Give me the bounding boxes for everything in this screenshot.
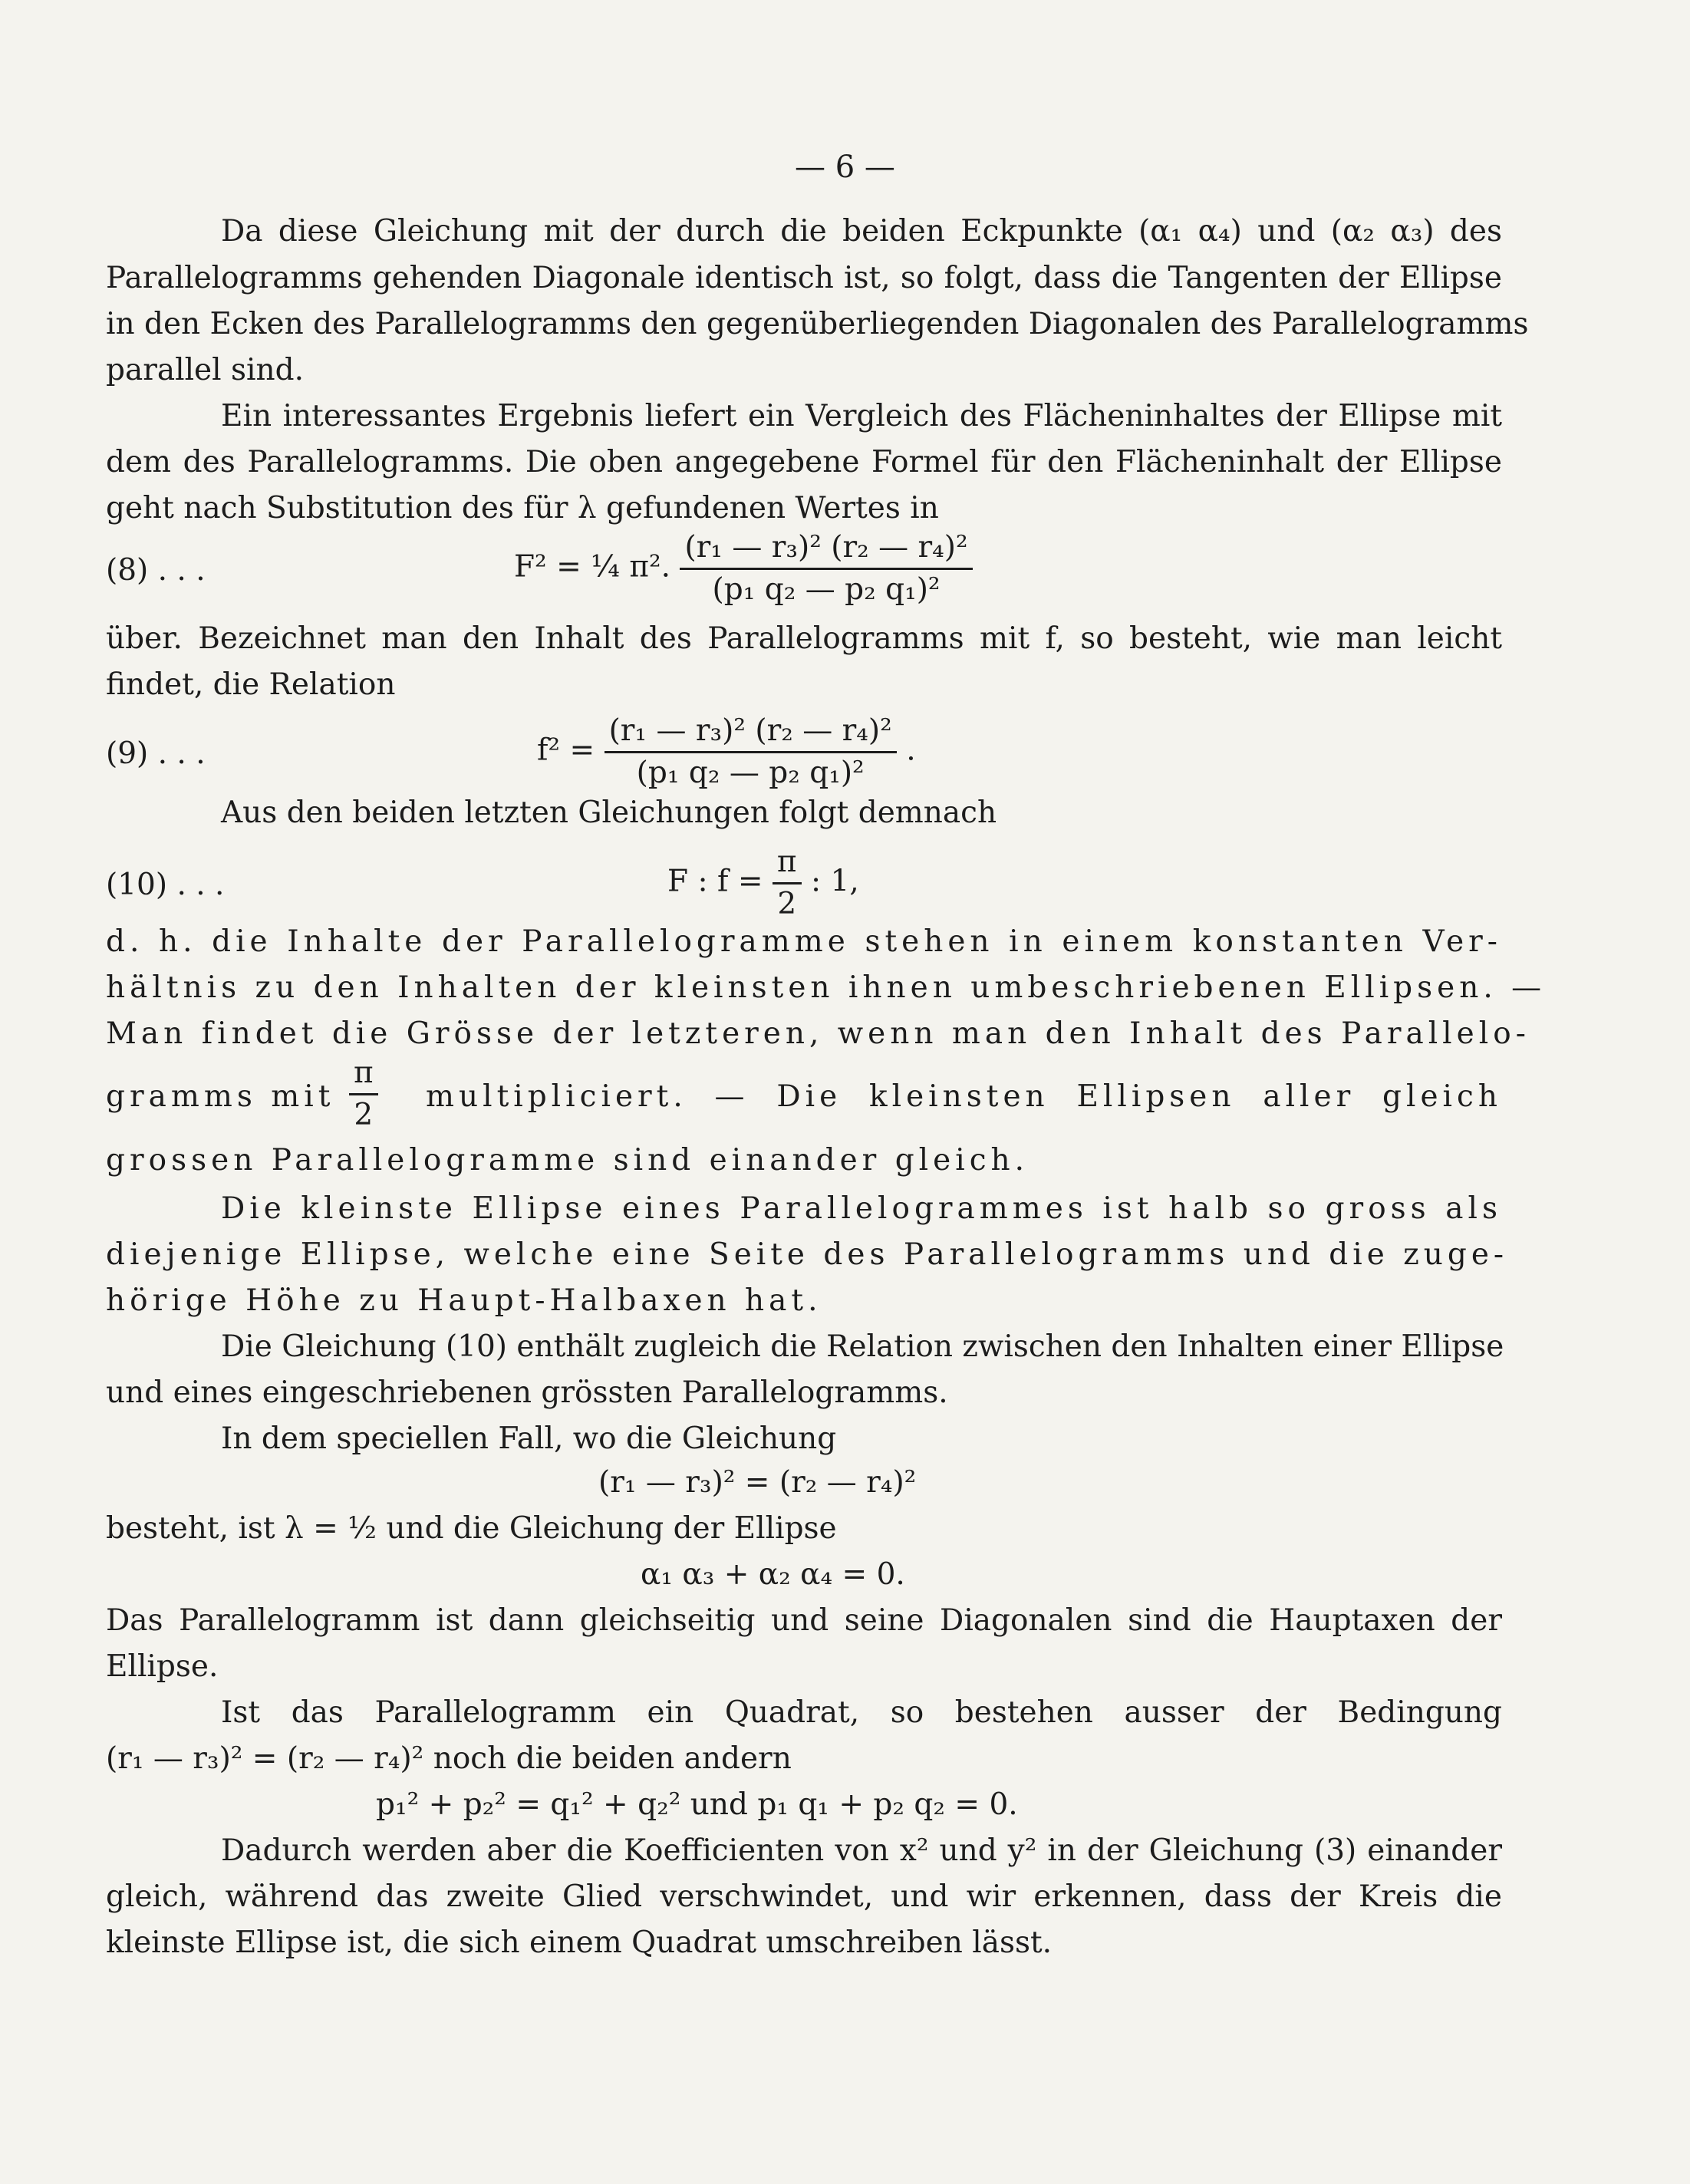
equation-8-numerator: (r₁ — r₃)² (r₂ — r₄)²: [680, 528, 972, 570]
text-line-15: grossen Parallelogramme sind einander gleich.: [106, 1143, 1029, 1178]
text-line-10: Aus den beiden letzten Gleichungen folgt demnach: [221, 796, 997, 830]
text-line-3: in den Ecken des Parallelogramms den gegenüberliegenden Diagonalen des Parallelogramms: [106, 307, 1529, 341]
pi-half-denominator: 2: [354, 1098, 374, 1132]
equation-10-lhs: F : f =: [667, 864, 763, 899]
text-line-26: (r₁ — r₃)² = (r₂ — r₄)² noch die beiden andern: [106, 1741, 792, 1776]
equation-10-numerator: π: [773, 842, 802, 884]
text-line-9: findet, die Relation: [106, 667, 396, 702]
equation-10-fraction: [773, 842, 802, 924]
text-line-23: Das Parallelogramm ist dann gleichseitig und seine Diagonalen sind die Hauptaxen der: [106, 1603, 1502, 1638]
equation-10-rhs: : 1,: [810, 864, 859, 899]
text-line-20: und eines eingeschriebenen grössten Parallelogramms.: [106, 1375, 948, 1410]
text-line-24: Ellipse.: [106, 1649, 219, 1684]
text-line-28: gleich, während das zweite Glied verschwindet, und wir erkennen, dass der Kreis die: [106, 1879, 1502, 1914]
text-line-4: parallel sind.: [106, 353, 304, 387]
text-line-11: d. h. die Inhalte der Parallelogramme stehen in einem konstanten Ver-: [106, 924, 1502, 959]
equation-special: (r₁ — r₃)² = (r₂ — r₄)²: [598, 1465, 917, 1500]
text-line-14-end: multipliciert. — Die kleinsten Ellipsen aller gleich: [426, 1079, 1502, 1114]
text-line-19: Die Gleichung (10) enthält zugleich die Relation zwischen den Inhalten einer Ellipse: [221, 1329, 1504, 1364]
text-line-1: Da diese Gleichung mit der durch die beiden Eckpunkte (α₁ α₄) und (α₂ α₃) des: [221, 214, 1502, 249]
equation-10-label: (10) . . .: [106, 868, 225, 902]
equation-8-label: (8) . . .: [106, 553, 206, 588]
text-line-13: Man findet die Grösse der letzteren, wenn man den Inhalt des Parallelo-: [106, 1016, 1530, 1051]
text-line-25: Ist das Parallelogramm ein Quadrat, so bestehen ausser der Bedingung: [221, 1695, 1502, 1730]
equation-ellipse: α₁ α₃ + α₂ α₄ = 0.: [641, 1557, 905, 1592]
equation-9-fraction: [605, 711, 897, 793]
equation-9-numerator: (r₁ — r₃)² (r₂ — r₄)²: [605, 711, 897, 753]
text-line-7: geht nach Substitution des für λ gefundenen Wertes in: [106, 491, 939, 525]
text-line-6: dem des Parallelogramms. Die oben angegebene Formel für den Flächeninhalt der Ellipse: [106, 445, 1502, 479]
text-line-22: besteht, ist λ = ½ und die Gleichung der Ellipse: [106, 1511, 837, 1546]
text-line-29: kleinste Ellipse ist, die sich einem Quadrat umschreiben lässt.: [106, 1925, 1053, 1960]
text-line-27: Dadurch werden aber die Koefficienten von x² und y² in der Gleichung (3) einander: [221, 1833, 1502, 1868]
text-line-21: In dem speciellen Fall, wo die Gleichung: [221, 1421, 837, 1456]
text-line-17: diejenige Ellipse, welche eine Seite des Parallelogramms und die zuge-: [106, 1237, 1509, 1272]
equation-9-lhs: f² =: [537, 733, 595, 768]
equation-10: [667, 842, 859, 924]
text-line-16: Die kleinste Ellipse eines Parallelogrammes ist halb so gross als: [221, 1191, 1502, 1226]
pi-half-fraction: [349, 1053, 378, 1135]
text-line-8: über. Bezeichnet man den Inhalt des Parallelogramms mit f, so besteht, wie man leicht: [106, 621, 1502, 656]
pi-half-numerator: π: [349, 1053, 378, 1095]
equation-9: [537, 711, 916, 793]
page-number: — 6 —: [795, 150, 895, 185]
equation-8-denominator: (p₁ q₂ — p₂ q₁)²: [712, 572, 941, 607]
equation-9-end: .: [906, 733, 916, 768]
equation-8-lhs: F² = ¼ π².: [514, 549, 671, 585]
text-line-12: hältnis zu den Inhalten der kleinsten ihnen umbeschriebenen Ellipsen. —: [106, 970, 1547, 1005]
equation-10-denominator: 2: [777, 887, 797, 921]
text-line-14-start: gramms mit: [106, 1079, 335, 1114]
text-line-18: hörige Höhe zu Haupt-Halbaxen hat.: [106, 1283, 822, 1318]
equation-9-denominator: (p₁ q₂ — p₂ q₁)²: [636, 756, 865, 790]
equation-8-fraction: [680, 528, 972, 610]
equation-9-label: (9) . . .: [106, 736, 206, 771]
text-line-5: Ein interessantes Ergebnis liefert ein Vergleich des Flächeninhaltes der Ellipse mit: [221, 399, 1502, 433]
equation-8: [514, 528, 973, 610]
text-line-2: Parallelogramms gehenden Diagonale identisch ist, so folgt, dass die Tangenten der Ellipse: [106, 261, 1502, 295]
equation-square: p₁² + p₂² = q₁² + q₂² und p₁ q₁ + p₂ q₂ = 0.: [376, 1787, 1018, 1822]
